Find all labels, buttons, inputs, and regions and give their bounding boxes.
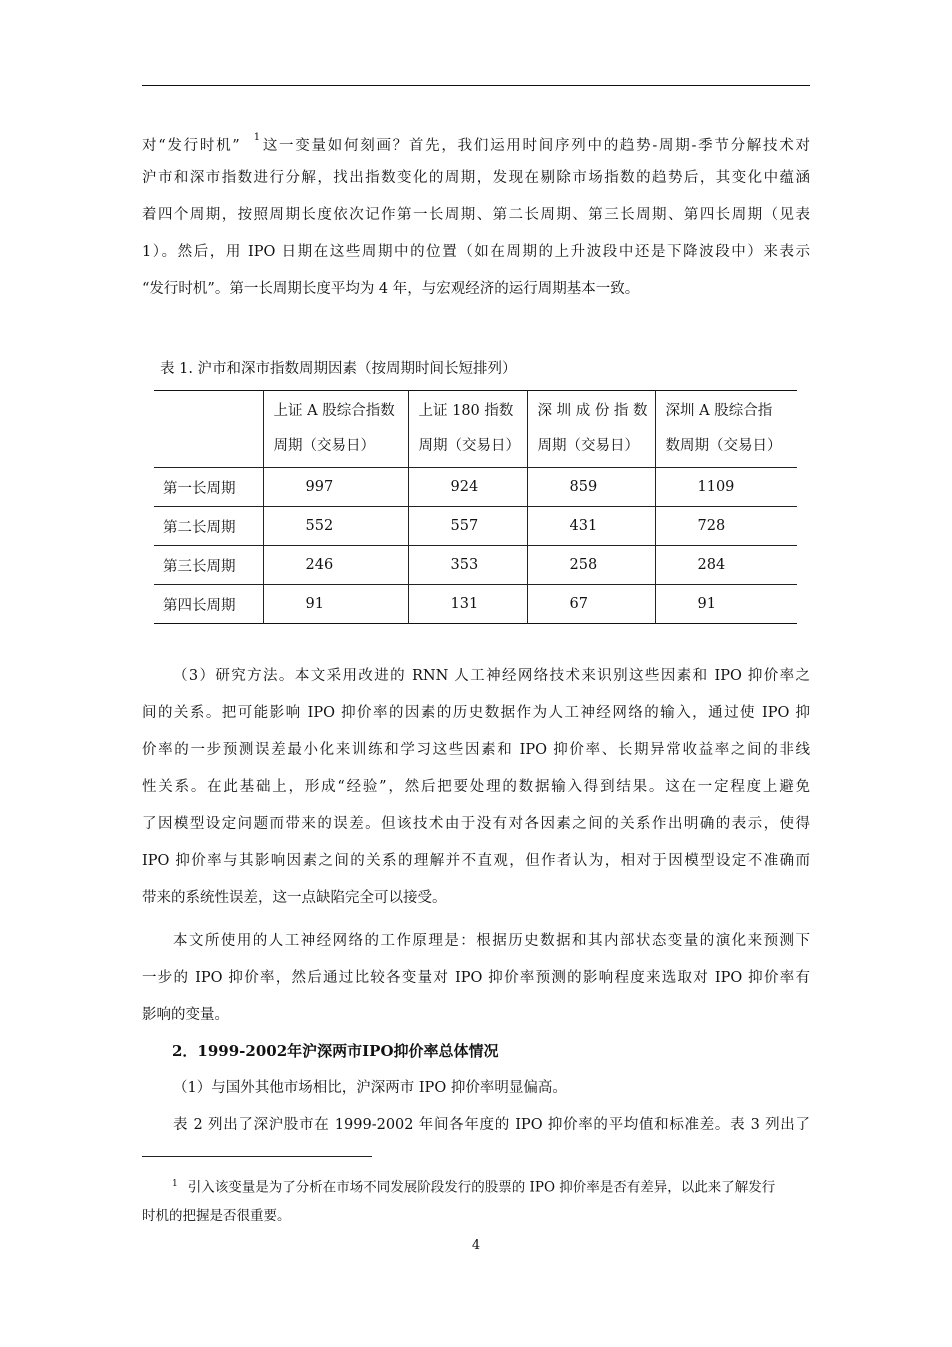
principle-paragraph	[142, 923, 810, 1034]
footnote-line-2: 时机的把握是否很重要。	[142, 1207, 291, 1224]
table-corner-cell	[154, 391, 263, 468]
table-cell: 557	[408, 507, 527, 546]
table-cell: 67	[527, 585, 655, 624]
section-line: 表 2 列出了深沪股市在 1999-2002 年间各年度的 IPO 抑价率的平均值和标准差。表 3 列出了	[173, 1117, 810, 1133]
method-line: 价率的一步预测误差最小化来训练和学习这些因素和 IPO 抑价率、长期异常收益率之间的非线	[142, 742, 810, 758]
section-heading: 2．1999-2002年沪深两市IPO抑价率总体情况	[172, 1042, 499, 1060]
footnote-reference: 1	[253, 132, 261, 143]
method-line: 带来的系统性误差，这一点缺陷完全可以接受。	[142, 890, 447, 906]
table-cell: 258	[527, 546, 655, 585]
table-cell: 131	[408, 585, 527, 624]
table-row	[154, 507, 797, 546]
method-line: 间的关系。把可能影响 IPO 抑价率的因素的历史数据作为人工神经网络的输入，通过使 IPO 抑	[142, 705, 810, 721]
page-number: 4	[471, 1238, 481, 1253]
footnote-line-1: $^1$ 引入该变量是为了分析在市场不同发展阶段发行的股票的 IPO 抑价率是否有差异，以此来了解发行	[172, 1179, 776, 1196]
intro-line-1: 对“发行时机”$^1$这一变量如何刻画？首先，我们运用时间序列中的趋势-周期-季节分解技术对	[142, 132, 810, 154]
intro-line: 着四个周期，按照周期长度依次记作第一长周期、第二长周期、第三长周期、第四长周期（见表	[142, 207, 810, 223]
table-cell: 431	[527, 507, 655, 546]
table-cell: 91	[655, 585, 797, 624]
table-cell: 353	[408, 546, 527, 585]
method-line: （3）研究方法。本文采用改进的 RNN 人工神经网络技术来识别这些因素和 IPO 抑价率之	[173, 668, 810, 684]
method-line: IPO 抑价率与其影响因素之间的关系的理解并不直观，但作者认为，相对于因模型设定不准确而	[142, 853, 810, 869]
intro-line: 1）。然后，用 IPO 日期在这些周期中的位置（如在周期的上升波段中还是下降波段中）来表示	[142, 244, 810, 260]
footnote-rule	[142, 1156, 372, 1157]
method-line: 性关系。在此基础上，形成“经验”，然后把要处理的数据输入得到结果。这在一定程度上避免	[142, 779, 810, 795]
intro-line: “发行时机”。第一长周期长度平均为 4 年，与宏观经济的运行周期基本一致。	[142, 281, 640, 297]
table-cell: 859	[527, 468, 655, 507]
table-row	[154, 546, 797, 585]
table-row	[154, 585, 797, 624]
table-cell: 728	[655, 507, 797, 546]
column-header: 上证 180 指数 周期（交易日）	[408, 391, 527, 468]
table-cell: 91	[263, 585, 408, 624]
row-label: 第二长周期	[163, 519, 236, 536]
principle-line: 影响的变量。	[142, 1007, 229, 1023]
row-label: 第一长周期	[163, 480, 236, 497]
table-cell: 246	[263, 546, 408, 585]
footnote	[142, 1170, 810, 1230]
table-cell: 924	[408, 468, 527, 507]
table-cell: 284	[655, 546, 797, 585]
section-paragraph	[142, 1070, 810, 1144]
table-header-row	[154, 391, 797, 468]
column-header: 上证 A 股综合指数 周期（交易日）	[263, 391, 408, 468]
header-rule	[142, 85, 810, 86]
intro-paragraph	[142, 123, 810, 308]
row-label: 第四长周期	[163, 597, 236, 614]
method-paragraph	[142, 658, 810, 917]
footnote-mark: 1	[172, 1179, 178, 1189]
table-cell: 1109	[655, 468, 797, 507]
intro-line: 沪市和深市指数进行分解，找出指数变化的周期，发现在剔除市场指数的趋势后，其变化中蕴涵	[142, 170, 810, 186]
row-label: 第三长周期	[163, 558, 236, 575]
section-line: （1）与国外其他市场相比，沪深两市 IPO 抑价率明显偏高。	[173, 1080, 567, 1096]
column-header: 深 圳 成 份 指 数 周期（交易日）	[527, 391, 655, 468]
method-line: 了因模型设定问题而带来的误差。但该技术由于没有对各因素之间的关系作出明确的表示，使得	[142, 816, 810, 832]
principle-line: 本文所使用的人工神经网络的工作原理是：根据历史数据和其内部状态变量的演化来预测下	[173, 933, 810, 949]
column-header: 深圳 A 股综合指 数周期（交易日）	[655, 391, 797, 468]
table-cell: 552	[263, 507, 408, 546]
table-cell: 997	[263, 468, 408, 507]
table-row	[154, 468, 797, 507]
period-table	[154, 390, 797, 624]
table-caption: 表 1. 沪市和深市指数周期因素（按周期时间长短排列）	[160, 361, 517, 377]
principle-line: 一步的 IPO 抑价率，然后通过比较各变量对 IPO 抑价率预测的影响程度来选取对 IPO 抑价率有	[142, 970, 810, 986]
